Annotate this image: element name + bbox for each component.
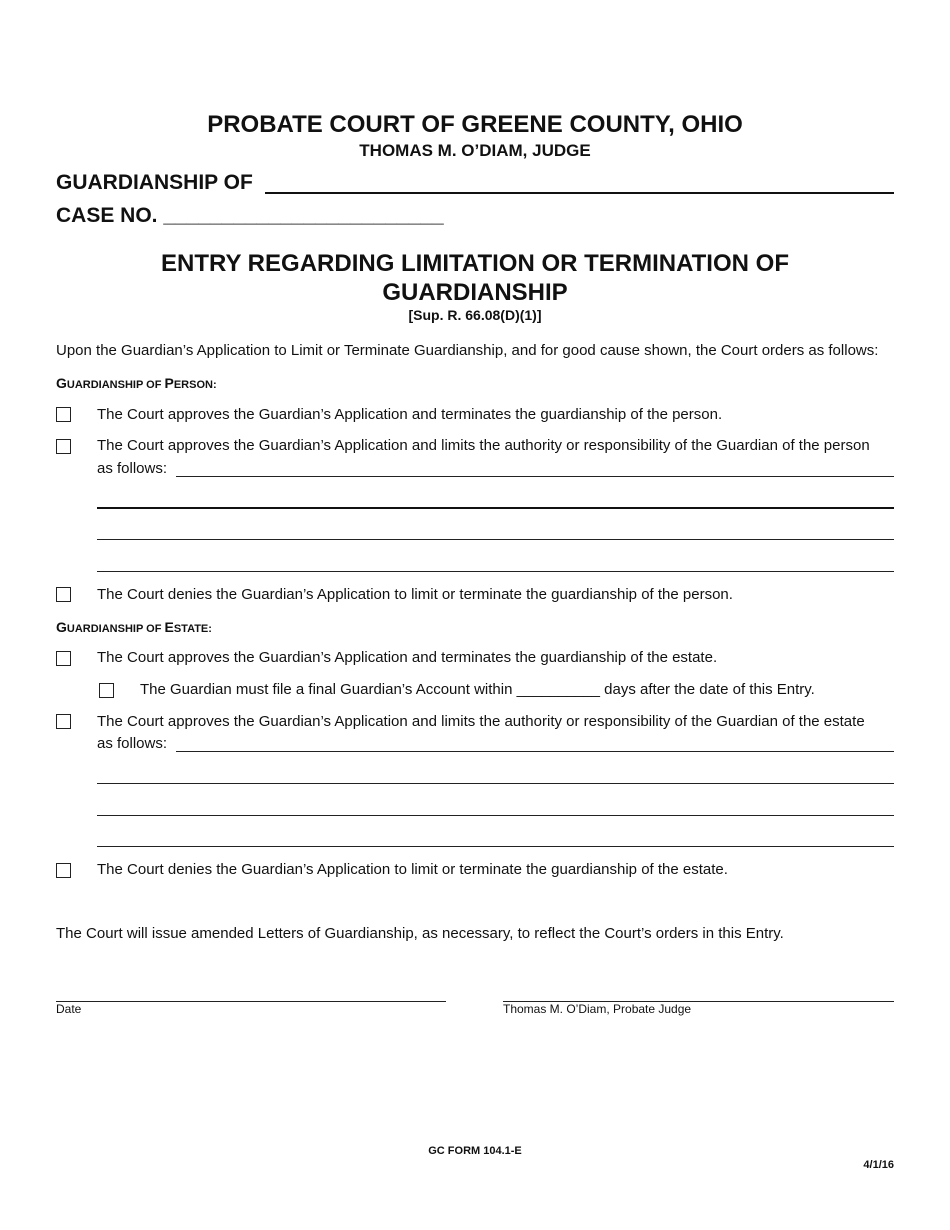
heading-text: UARDIANSHIP OF	[66, 379, 165, 391]
person-limit-line-1[interactable]	[176, 476, 894, 477]
rule-reference: [Sup. R. 66.08(D)(1)]	[408, 307, 542, 323]
final-account-text[interactable]: The Guardian must file a final Guardian’s Account within __________ days after the date of this Entry.	[140, 681, 815, 698]
person-terminate-checkbox[interactable]	[56, 407, 71, 422]
estate-limit-checkbox[interactable]	[56, 714, 71, 729]
heading-initial: E	[164, 619, 174, 635]
estate-limit-text-line-2: as follows:	[97, 735, 168, 752]
person-terminate-text: The Court approves the Guardian’s Application and terminates the guardianship of the person.	[97, 406, 723, 423]
guardianship-of-field[interactable]	[265, 192, 894, 194]
estate-limit-line-1[interactable]	[176, 751, 894, 752]
person-deny-text: The Court denies the Guardian’s Application to limit or terminate the guardianship of the person.	[97, 586, 733, 603]
heading-initial: P	[164, 375, 174, 391]
estate-limit-line-3[interactable]	[97, 815, 894, 816]
closing-text: The Court will issue amended Letters of Guardianship, as necessary, to reflect the Court’s orders in this Entry.	[56, 925, 784, 942]
person-limit-text-line-1: The Court approves the Guardian’s Application and limits the authority or responsibility of the Guardian of the person	[97, 437, 870, 454]
estate-limit-line-4[interactable]	[97, 846, 894, 847]
case-number-label[interactable]: CASE NO. ________________________	[56, 204, 444, 227]
estate-terminate-text: The Court approves the Guardian’s Application and terminates the guardianship of the estate.	[97, 649, 718, 666]
court-name: PROBATE COURT OF GREENE COUNTY, OHIO	[207, 111, 743, 138]
estate-terminate-checkbox[interactable]	[56, 651, 71, 666]
form-title-line-2: GUARDIANSHIP	[382, 279, 568, 306]
final-account-checkbox[interactable]	[99, 683, 114, 698]
judge-name: THOMAS M. O’DIAM, JUDGE	[359, 141, 591, 160]
estate-limit-text-line-1: The Court approves the Guardian’s Application and limits the authority or responsibility of the Guardian of the estate	[97, 713, 865, 730]
person-limit-line-3[interactable]	[97, 539, 894, 540]
heading-text: ERSON:	[173, 379, 217, 391]
person-limit-line-2[interactable]	[97, 507, 894, 509]
heading-text: STATE:	[173, 623, 212, 635]
guardianship-of-label: GUARDIANSHIP OF	[56, 171, 253, 194]
heading-initial: G	[56, 375, 67, 391]
intro-text: Upon the Guardian’s Application to Limit or Terminate Guardianship, and for good cause shown, the Court orders as follows:	[56, 342, 879, 359]
date-line[interactable]	[56, 1001, 446, 1002]
form-number: GC FORM 104.1-E	[428, 1145, 522, 1157]
person-limit-checkbox[interactable]	[56, 439, 71, 454]
person-limit-text-line-2: as follows:	[97, 460, 168, 477]
revision-date: 4/1/16	[863, 1159, 894, 1171]
judge-signature-label: Thomas M. O’Diam, Probate Judge	[503, 1002, 692, 1016]
estate-limit-line-2[interactable]	[97, 783, 894, 784]
date-label: Date	[56, 1002, 82, 1016]
form-title-line-1: ENTRY REGARDING LIMITATION OR TERMINATION OF	[161, 250, 789, 277]
estate-section-heading	[56, 619, 212, 635]
person-deny-checkbox[interactable]	[56, 587, 71, 602]
heading-initial: G	[56, 619, 67, 635]
form-title	[0, 249, 950, 307]
heading-text: UARDIANSHIP OF	[66, 623, 165, 635]
estate-deny-text: The Court denies the Guardian’s Application to limit or terminate the guardianship of the estate.	[97, 861, 728, 878]
person-section-heading	[56, 375, 217, 391]
person-limit-line-4[interactable]	[97, 571, 894, 572]
estate-deny-checkbox[interactable]	[56, 863, 71, 878]
